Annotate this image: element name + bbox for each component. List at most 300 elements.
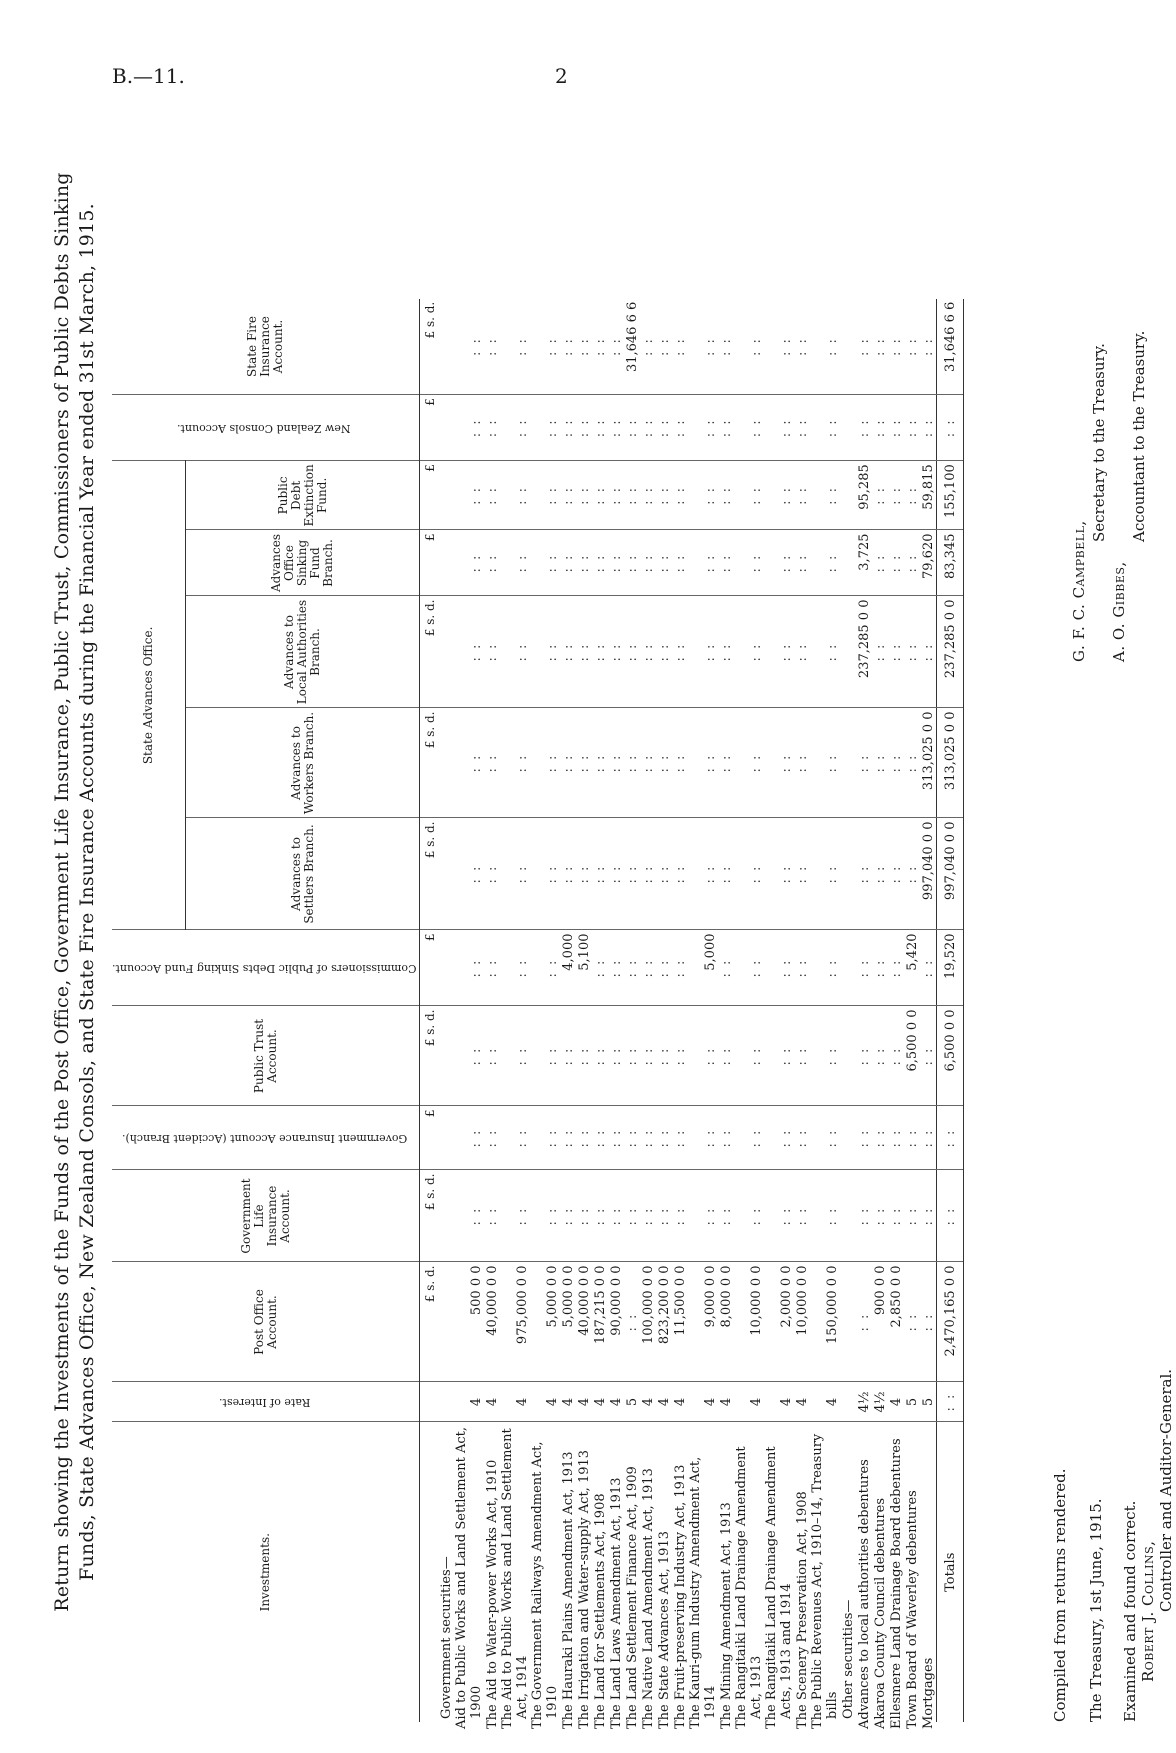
empty-cell: : : xyxy=(500,708,530,818)
empty-cell: : : xyxy=(560,596,576,708)
empty-cell: : : xyxy=(530,818,560,930)
empty-cell: : : xyxy=(810,708,840,818)
investment-name: The Land Laws Amendment Act, 1913 xyxy=(609,1477,625,1729)
investment-name: The Aid to Public Works and Land Settlement Act, 1914 xyxy=(500,1428,531,1729)
empty-cell: : : xyxy=(592,818,608,930)
empty-cell: : : xyxy=(576,1170,592,1262)
interest-rate: 4 xyxy=(794,1382,810,1422)
return-title xyxy=(50,62,100,1722)
empty-cell: : : xyxy=(500,1170,530,1262)
investments-table xyxy=(112,299,964,1729)
empty-cell: : : xyxy=(872,530,888,596)
collins-title: Controller and Auditor-General. xyxy=(1157,1368,1175,1612)
empty-cell: : : xyxy=(454,708,484,818)
cell-post-office: 100,000 0 0 xyxy=(640,1262,656,1382)
gibbes-signature: A. O. Gibbes, xyxy=(1110,561,1128,662)
empty-cell: : : xyxy=(454,395,484,461)
interest-rate: 4 xyxy=(764,1382,794,1422)
empty-cell: : : xyxy=(856,1106,872,1170)
cell-post-office: 975,000 0 0 xyxy=(500,1262,530,1382)
total-workers: 313,025 0 0 xyxy=(937,708,964,818)
empty-cell: : : xyxy=(764,1106,794,1170)
empty-cell: : : xyxy=(718,1106,734,1170)
investment-name: Ellesmere Land Drainage Board debentures xyxy=(889,1438,905,1729)
empty-cell: : : xyxy=(794,461,810,530)
empty-cell: : : xyxy=(656,1006,672,1106)
empty-cell: : : xyxy=(856,930,872,1006)
empty-cell: : : xyxy=(640,530,656,596)
table-row xyxy=(454,299,484,1722)
empty-cell: : : xyxy=(764,530,794,596)
empty-cell: : : xyxy=(560,461,576,530)
cell-local-auth: 237,285 0 0 xyxy=(856,596,872,708)
empty-cell: : : xyxy=(794,299,810,395)
col-settlers: Advances to Settlers Branch. xyxy=(186,818,420,930)
empty-cell: : : xyxy=(688,461,718,530)
cell-post-office: 11,500 0 0 xyxy=(672,1262,688,1382)
empty-cell: : : xyxy=(764,299,794,395)
empty-cell: : : xyxy=(856,1006,872,1106)
empty-cell: : : xyxy=(718,1006,734,1106)
empty-cell: : : xyxy=(560,818,576,930)
total-post-office: 2,470,165 0 0 xyxy=(937,1262,964,1382)
interest-rate: 4 xyxy=(592,1382,608,1422)
investment-name: Town Board of Waverley debentures xyxy=(905,1490,921,1729)
empty-cell: : : xyxy=(856,299,872,395)
empty-cell: : : xyxy=(794,1170,810,1262)
empty-cell: : : xyxy=(764,708,794,818)
empty-cell: : : xyxy=(484,461,500,530)
empty-cell: : : xyxy=(576,1006,592,1106)
empty-cell: : : xyxy=(484,818,500,930)
col-office-sinking: Advances Office Sinking Fund Branch. xyxy=(186,530,420,596)
empty-cell: : : xyxy=(500,818,530,930)
empty-cell: : : xyxy=(794,596,810,708)
interest-rate: 4½ xyxy=(856,1382,872,1422)
empty-cell: : : xyxy=(672,299,688,395)
cell-post-office: 5,000 0 0 xyxy=(530,1262,560,1382)
col-workers: Advances to Workers Branch. xyxy=(186,708,420,818)
empty-cell: : : xyxy=(764,461,794,530)
empty-cell: : : xyxy=(856,1262,872,1382)
title-line-2: Funds, State Advances Office, New Zealand Consols, and State Fire Insurance Accounts during the Financial Year ended 31st March, 1915. xyxy=(76,203,98,1581)
interest-rate: 4 xyxy=(576,1382,592,1422)
table-row xyxy=(656,299,672,1722)
empty-cell: : : xyxy=(672,1170,688,1262)
empty-cell: : : xyxy=(484,708,500,818)
col-public-debt: Public Debt Extinction Fund. xyxy=(186,461,420,530)
empty-cell: : : xyxy=(530,395,560,461)
empty-cell: : : xyxy=(718,299,734,395)
empty-cell: : : xyxy=(656,708,672,818)
empty-cell: : : xyxy=(904,299,920,395)
empty-cell: : : xyxy=(484,1106,500,1170)
empty-cell: : : xyxy=(872,708,888,818)
empty-cell: : : xyxy=(764,930,794,1006)
empty-cell: : : xyxy=(920,1106,937,1170)
empty-cell: : : xyxy=(500,1106,530,1170)
empty-cell: : : xyxy=(904,818,920,930)
empty-cell: : : xyxy=(484,1170,500,1262)
interest-rate: 4 xyxy=(608,1382,624,1422)
empty-cell: : : xyxy=(576,395,592,461)
cell-office-sinking: 79,620 xyxy=(920,530,937,596)
empty-cell: : : xyxy=(734,596,764,708)
investment-name: Advances to local authorities debentures xyxy=(857,1459,873,1729)
cell-public-trust: 6,500 0 0 xyxy=(904,1006,920,1106)
investment-name: The Land for Settlements Act, 1908 xyxy=(593,1493,609,1729)
investment-name: The Government Railways Amendment Act, 1910 xyxy=(530,1441,561,1729)
interest-rate: 4 xyxy=(688,1382,718,1422)
empty-cell: : : xyxy=(454,1006,484,1106)
interest-rate: 4 xyxy=(560,1382,576,1422)
cell-post-office: 40,000 0 0 xyxy=(576,1262,592,1382)
empty-cell: : : xyxy=(454,1170,484,1262)
empty-cell: : : xyxy=(624,1006,640,1106)
empty-cell: : : xyxy=(794,708,810,818)
total-commissioners: 19,520 xyxy=(937,930,964,1006)
compiled-note: Compiled from returns rendered. xyxy=(1051,1468,1069,1722)
empty-cell: : : xyxy=(592,395,608,461)
cell-post-office: 500 0 0 xyxy=(454,1262,484,1382)
empty-cell: : : xyxy=(688,1006,718,1106)
investment-name: The Rangitaiki Land Drainage Amendment Acts, 1913 and 1914 xyxy=(764,1446,795,1729)
empty-cell: : : xyxy=(640,299,656,395)
empty-cell: : : xyxy=(904,530,920,596)
col-state-fire: State Fire Insurance Account. xyxy=(112,299,420,395)
empty-cell: : : xyxy=(530,299,560,395)
cell-settlers: 997,040 0 0 xyxy=(920,818,937,930)
investment-name: The Public Revenues Act, 1910–14, Treasury bills xyxy=(810,1433,841,1729)
table-row xyxy=(484,299,500,1722)
section-other-securities: Other securities— xyxy=(840,299,856,1722)
empty-cell: : : xyxy=(904,395,920,461)
empty-cell: : : xyxy=(764,1006,794,1106)
cell-post-office: 900 0 0 xyxy=(872,1262,888,1382)
cell-commissioners: 5,000 xyxy=(688,930,718,1006)
empty-cell: : : xyxy=(904,596,920,708)
empty-cell: : : xyxy=(872,596,888,708)
empty-cell: : : xyxy=(560,1170,576,1262)
empty-cell: : : xyxy=(888,395,904,461)
table-row xyxy=(530,299,560,1722)
interest-rate: 4 xyxy=(656,1382,672,1422)
empty-cell: : : xyxy=(718,1170,734,1262)
campbell-title: Secretary to the Treasury. xyxy=(1090,343,1108,542)
interest-rate: 4 xyxy=(484,1382,500,1422)
table-row xyxy=(888,299,904,1722)
cell-post-office: 5,000 0 0 xyxy=(560,1262,576,1382)
empty-cell: : : xyxy=(872,1006,888,1106)
empty-cell: : : xyxy=(734,530,764,596)
empty-cell: : : xyxy=(530,1106,560,1170)
empty-cell: : : xyxy=(920,596,937,708)
col-rate: Rate of Interest. xyxy=(112,1382,420,1422)
cell-post-office: 10,000 0 0 xyxy=(734,1262,764,1382)
rotated-page-content xyxy=(50,62,1175,1729)
empty-cell: : : xyxy=(530,596,560,708)
empty-cell: : : xyxy=(640,596,656,708)
empty-cell: : : xyxy=(656,530,672,596)
treasury-date: The Treasury, 1st June, 1915. xyxy=(1087,1498,1105,1722)
empty-cell: : : xyxy=(810,596,840,708)
empty-cell: : : xyxy=(608,1106,624,1170)
empty-cell: : : xyxy=(904,708,920,818)
total-public-debt: 155,100 xyxy=(937,461,964,530)
empty-cell: : : xyxy=(794,1006,810,1106)
col-post-office: Post Office Account. xyxy=(112,1262,420,1382)
empty-cell: : : xyxy=(624,395,640,461)
totals-label: Totals xyxy=(937,1422,964,1722)
empty-cell: : : xyxy=(656,596,672,708)
empty-cell: : : xyxy=(794,530,810,596)
cell-post-office: 187,215 0 0 xyxy=(592,1262,608,1382)
table-row xyxy=(810,299,840,1722)
empty-cell: : : xyxy=(592,299,608,395)
investment-name: The Mining Amendment Act, 1913 xyxy=(719,1502,735,1729)
empty-cell: : : xyxy=(608,1170,624,1262)
empty-cell: : : xyxy=(640,930,656,1006)
empty-cell: : : xyxy=(734,461,764,530)
empty-cell: : : xyxy=(640,461,656,530)
interest-rate: 5 xyxy=(904,1382,920,1422)
campbell-signature: G. F. C. Campbell, xyxy=(1070,520,1088,662)
investment-name: The Irrigation and Water-supply Act, 1913 xyxy=(577,1449,593,1729)
cell-workers: 313,025 0 0 xyxy=(920,708,937,818)
empty-cell: : : xyxy=(856,395,872,461)
empty-cell: : : xyxy=(656,1170,672,1262)
empty-cell: : : xyxy=(734,1006,764,1106)
table-row xyxy=(764,299,794,1722)
col-commissioners: Commissioners of Public Debts Sinking Fund Account. xyxy=(112,930,420,1006)
empty-cell: : : xyxy=(904,1170,920,1262)
col-investments: Investments. xyxy=(112,1422,420,1722)
empty-cell: : : xyxy=(672,1106,688,1170)
empty-cell: : : xyxy=(576,708,592,818)
empty-cell: : : xyxy=(608,530,624,596)
cell-post-office: 8,000 0 0 xyxy=(718,1262,734,1382)
investment-name: Akaroa County Council debentures xyxy=(873,1498,889,1729)
empty-cell: : : xyxy=(454,461,484,530)
empty-cell: : : xyxy=(624,930,640,1006)
table-row xyxy=(872,299,888,1722)
empty-cell: : : xyxy=(576,818,592,930)
table-row xyxy=(688,299,718,1722)
empty-cell: : : xyxy=(656,461,672,530)
empty-cell: : : xyxy=(608,708,624,818)
empty-cell: : : xyxy=(640,818,656,930)
empty-cell: : : xyxy=(888,818,904,930)
empty-cell: : : xyxy=(592,1170,608,1262)
empty-cell: : : xyxy=(530,1170,560,1262)
table-row xyxy=(672,299,688,1722)
empty-cell: : : xyxy=(484,395,500,461)
empty-cell: : : xyxy=(672,818,688,930)
interest-rate: 4 xyxy=(454,1382,484,1422)
empty-cell: : : xyxy=(734,299,764,395)
interest-rate: 4 xyxy=(734,1382,764,1422)
interest-rate: 5 xyxy=(624,1382,640,1422)
empty-cell: : : xyxy=(560,708,576,818)
empty-cell: : : xyxy=(872,818,888,930)
empty-cell: : : xyxy=(718,461,734,530)
cell-public-debt: 59,815 xyxy=(920,461,937,530)
empty-cell: : : xyxy=(856,1170,872,1262)
empty-cell: : : xyxy=(500,299,530,395)
empty-cell: : : xyxy=(920,1170,937,1262)
empty-cell: : : xyxy=(608,930,624,1006)
empty-cell: : : xyxy=(718,708,734,818)
empty-cell: : : xyxy=(560,299,576,395)
empty-cell: : : xyxy=(734,1170,764,1262)
total-office-sinking: 83,345 xyxy=(937,530,964,596)
empty-cell: : : xyxy=(624,1106,640,1170)
empty-cell: : : xyxy=(920,299,937,395)
document-reference: B.—11. xyxy=(112,64,185,88)
empty-cell: : : xyxy=(888,930,904,1006)
empty-cell: : : xyxy=(888,1106,904,1170)
empty-cell: : : xyxy=(764,1170,794,1262)
empty-cell: : : xyxy=(794,395,810,461)
empty-cell: : : xyxy=(576,1106,592,1170)
empty-cell: : : xyxy=(734,395,764,461)
empty-cell: : : xyxy=(530,530,560,596)
cell-commissioners: 4,000 xyxy=(560,930,576,1006)
empty-cell: : : xyxy=(560,1106,576,1170)
empty-cell: : : xyxy=(810,530,840,596)
section-government-securities: Government securities— xyxy=(438,299,454,1722)
interest-rate: 4 xyxy=(672,1382,688,1422)
empty-cell: : : xyxy=(872,930,888,1006)
investment-name: The Land Settlement Finance Act, 1909 xyxy=(625,1466,641,1729)
total-public-trust: 6,500 0 0 xyxy=(937,1006,964,1106)
table-row xyxy=(560,299,576,1722)
empty-cell: : : xyxy=(888,1170,904,1262)
empty-cell: : : xyxy=(672,395,688,461)
empty-cell: : : xyxy=(608,1006,624,1106)
empty-cell: : : xyxy=(672,596,688,708)
cell-post-office: 40,000 0 0 xyxy=(484,1262,500,1382)
empty-cell: : : xyxy=(560,395,576,461)
empty-cell: : : xyxy=(608,596,624,708)
interest-rate: 4 xyxy=(888,1382,904,1422)
empty-cell: : : xyxy=(888,708,904,818)
cell-post-office: 150,000 0 0 xyxy=(810,1262,840,1382)
col-consols: New Zealand Consols Account. xyxy=(112,395,420,461)
empty-cell: : : xyxy=(454,530,484,596)
empty-cell: : : xyxy=(794,818,810,930)
empty-cell: : : xyxy=(764,596,794,708)
empty-cell: : : xyxy=(576,461,592,530)
empty-cell: : : xyxy=(624,818,640,930)
table-row xyxy=(856,299,872,1722)
interest-rate: 4 xyxy=(640,1382,656,1422)
interest-rate: 5 xyxy=(920,1382,937,1422)
examined-note: Examined and found correct. xyxy=(1121,1500,1139,1722)
empty-cell: : : xyxy=(734,930,764,1006)
investment-name: Aid to Public Works and Land Settlement Act, 1900 xyxy=(454,1426,485,1729)
empty-cell: : : xyxy=(656,299,672,395)
empty-cell: : : xyxy=(718,818,734,930)
empty-cell: : : xyxy=(530,461,560,530)
empty-cell: : : xyxy=(904,461,920,530)
empty-cell: : : xyxy=(624,461,640,530)
interest-rate: 4 xyxy=(810,1382,840,1422)
empty-cell: : : xyxy=(640,708,656,818)
interest-rate: 4 xyxy=(500,1382,530,1422)
table-row xyxy=(624,299,640,1722)
investment-name: The Native Land Amendment Act, 1913 xyxy=(641,1468,657,1729)
cell-commissioners: 5,100 xyxy=(576,930,592,1006)
empty-cell: : : xyxy=(640,395,656,461)
empty-cell: : : xyxy=(856,818,872,930)
interest-rate: 4 xyxy=(530,1382,560,1422)
page-number: 2 xyxy=(555,64,568,88)
empty-cell: : : xyxy=(718,395,734,461)
empty-cell: : : xyxy=(672,461,688,530)
empty-cell: : : xyxy=(530,930,560,1006)
gibbes-title: Accountant to the Treasury. xyxy=(1130,330,1148,542)
cell-state-fire: 31,646 6 6 xyxy=(624,299,640,395)
empty-cell: : : xyxy=(734,818,764,930)
empty-cell: : : xyxy=(718,530,734,596)
table-row xyxy=(592,299,608,1722)
empty-cell: : : xyxy=(810,299,840,395)
empty-cell: : : xyxy=(920,930,937,1006)
cell-post-office: 823,200 0 0 xyxy=(656,1262,672,1382)
empty-cell: : : xyxy=(454,299,484,395)
empty-cell: : : xyxy=(688,299,718,395)
empty-cell: : : xyxy=(560,1006,576,1106)
table-row xyxy=(500,299,530,1722)
empty-cell: : : xyxy=(576,596,592,708)
empty-cell: : : xyxy=(656,395,672,461)
investment-name: Mortgages xyxy=(921,1657,937,1729)
table-row xyxy=(920,299,937,1722)
empty-cell: : : xyxy=(624,1262,640,1382)
investment-name: The Kauri-gum Industry Amendment Act, 1914 xyxy=(688,1456,719,1729)
table-row xyxy=(734,299,764,1722)
empty-cell: : : xyxy=(794,1106,810,1170)
empty-cell: : : xyxy=(500,461,530,530)
empty-cell: : : xyxy=(560,530,576,596)
empty-cell: : : xyxy=(872,1106,888,1170)
empty-cell: : : xyxy=(888,299,904,395)
col-public-trust: Public Trust Account. xyxy=(112,1006,420,1106)
total-state-fire: 31,646 6 6 xyxy=(937,299,964,395)
empty-cell: : : xyxy=(688,818,718,930)
empty-cell: : : xyxy=(484,530,500,596)
empty-cell: : : xyxy=(888,1006,904,1106)
empty-cell: : : xyxy=(734,1106,764,1170)
empty-cell: : : xyxy=(872,395,888,461)
empty-cell: : : xyxy=(920,395,937,461)
empty-cell: : : xyxy=(592,461,608,530)
empty-cell: : : xyxy=(856,708,872,818)
empty-cell: : : xyxy=(500,596,530,708)
cell-post-office: 9,000 0 0 xyxy=(688,1262,718,1382)
total-local-auth: 237,285 0 0 xyxy=(937,596,964,708)
empty-cell: : : xyxy=(810,1106,840,1170)
empty-cell: : : xyxy=(810,1170,840,1262)
empty-cell: : : xyxy=(688,395,718,461)
empty-cell: : : xyxy=(672,1006,688,1106)
empty-cell: : : xyxy=(592,1006,608,1106)
cell-public-debt: 95,285 xyxy=(856,461,872,530)
empty-cell: : : xyxy=(904,1262,920,1382)
cell-office-sinking: 3,725 xyxy=(856,530,872,596)
empty-cell: : : xyxy=(872,299,888,395)
